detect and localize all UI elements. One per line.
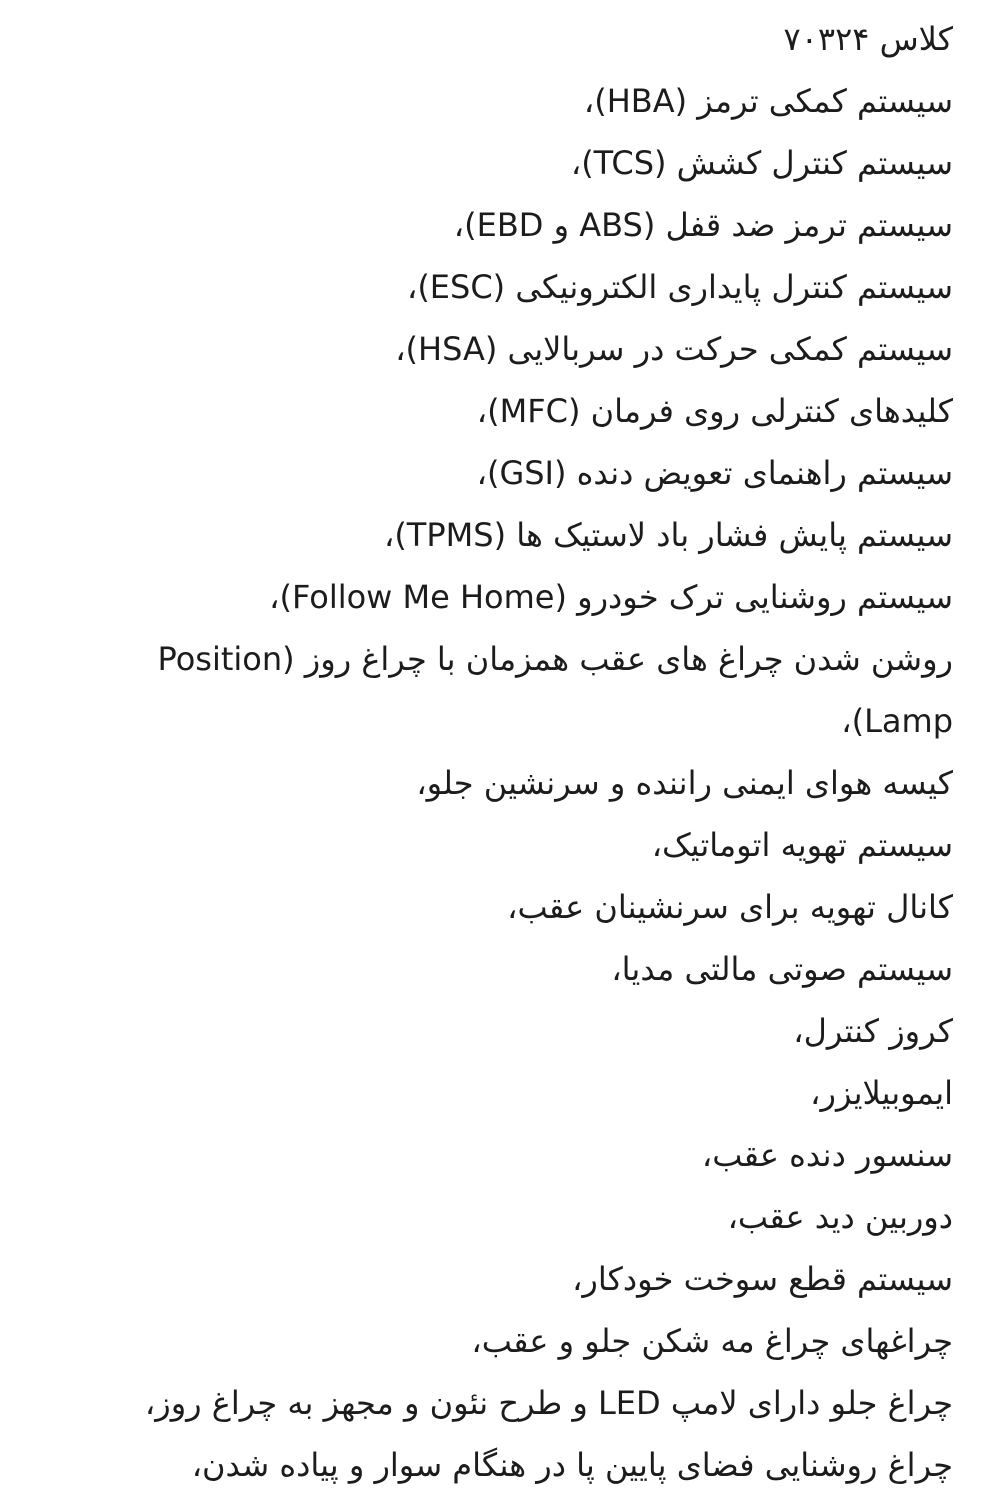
feature-line: سنسور دنده عقب، <box>701 1136 953 1174</box>
feature-line: کیسه هوای ایمنی راننده و سرنشین جلو، <box>416 764 953 802</box>
feature-line: چراغ جلو دارای لامپ LED و طرح نئون و مجهز به چراغ روز، <box>144 1384 953 1422</box>
feature-line: سیستم کمکی حرکت در سربالایی (HSA)، <box>395 330 953 368</box>
feature-line: سیستم کنترل کشش (TCS)، <box>570 144 953 182</box>
feature-line: روشن شدن چراغ های عقب همزمان با چراغ روز (Position Lamp)، <box>157 640 953 740</box>
feature-line: سیستم کنترل پایداری الکترونیکی (ESC)، <box>406 268 953 306</box>
feature-line: دوربین دید عقب، <box>727 1198 953 1236</box>
feature-line: ایموبیلایزر، <box>810 1074 953 1112</box>
feature-line: سیستم کمکی ترمز (HBA)، <box>583 82 953 120</box>
feature-line: کلیدهای کنترلی روی فرمان (MFC)، <box>476 392 953 430</box>
feature-line: سیستم روشنایی ترک خودرو (Follow Me Home)، <box>269 578 953 616</box>
feature-line: کانال تهویه برای سرنشینان عقب، <box>507 888 953 926</box>
feature-line: سیستم ترمز ضد قفل (ABS و EBD)، <box>453 206 953 244</box>
feature-line: سیستم پایش فشار باد لاستیک ها (TPMS)، <box>383 516 953 554</box>
feature-line: چراغ روشنایی فضای پایین پا در هنگام سوار و پیاده شدن، <box>191 1446 953 1484</box>
feature-line: سیستم صوتی مالتی مدیا، <box>611 950 953 988</box>
feature-line: سیستم قطع سوخت خودکار، <box>572 1260 953 1298</box>
feature-line: سیستم تهویه اتوماتیک، <box>651 826 953 864</box>
feature-document <box>73 8 953 1496</box>
feature-line: سیستم راهنمای تعویض دنده (GSI)، <box>476 454 953 492</box>
document-title: کلاس ۷۰۳۲۴ <box>783 20 953 58</box>
feature-line: چراغهای چراغ مه شکن جلو و عقب، <box>471 1322 953 1360</box>
feature-line: کروز کنترل، <box>793 1012 953 1050</box>
